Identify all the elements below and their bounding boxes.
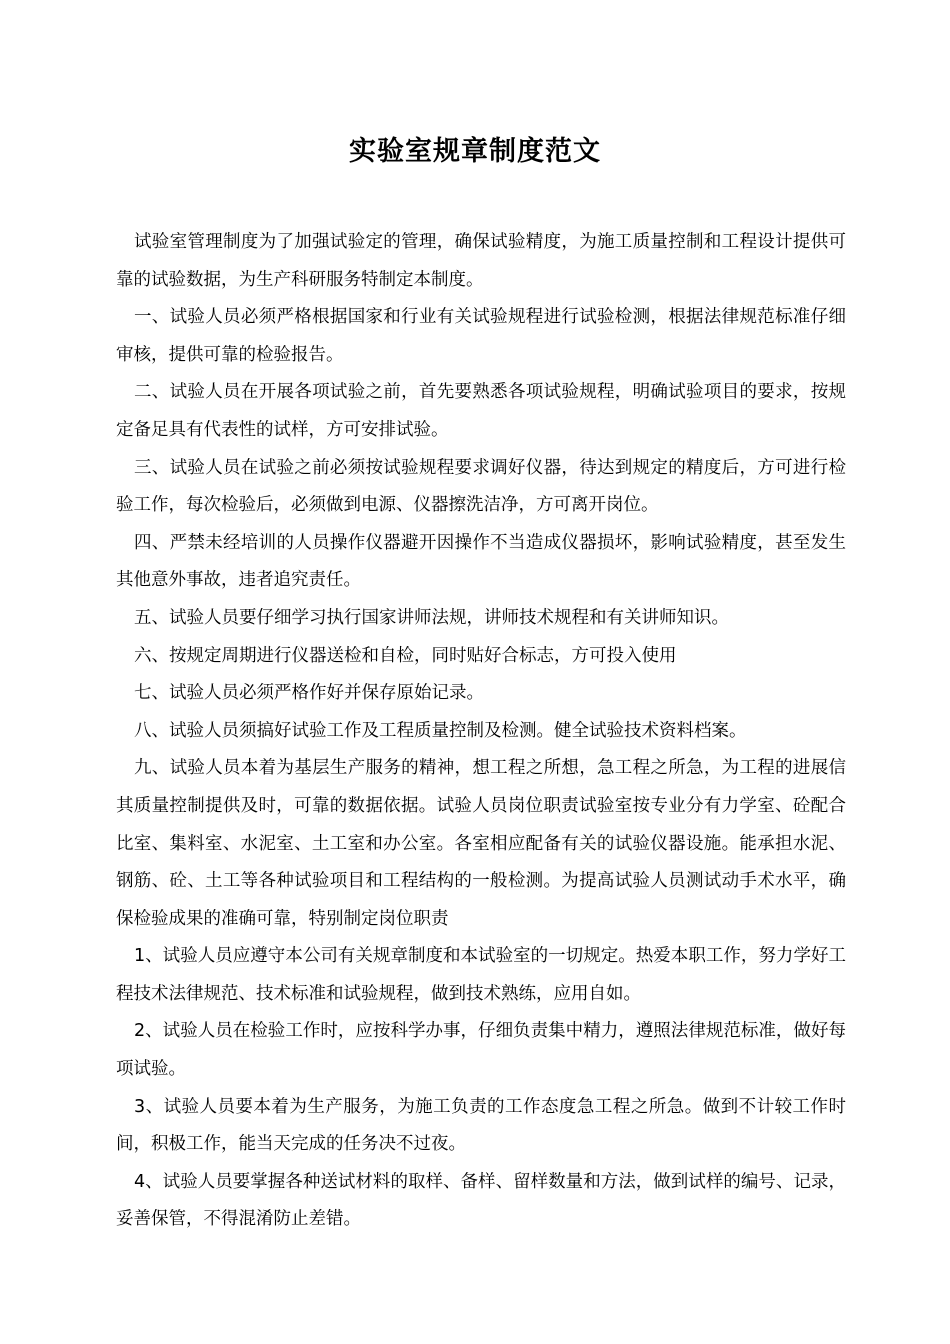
paragraph-rule-4: 四、严禁未经培训的人员操作仪器避开因操作不当造成仪器损坏，影响试验精度，甚至发生其他意外事故，违者追究责任。 — [116, 532, 846, 591]
paragraph-rule-2: 二、试验人员在开展各项试验之前，首先要熟悉各项试验规程，明确试验项目的要求，按规定备足具有代表性的试样，方可安排试验。 — [116, 382, 846, 440]
paragraph-duty-4: 4、试验人员要掌握各种送试材料的取样、备样、留样数量和方法，做到试样的编号、记录，妥善保管，不得混淆防止差错。 — [116, 1171, 846, 1230]
paragraph-rule-8: 八、试验人员须搞好试验工作及工程质量控制及检测。健全试验技术资料档案。 — [134, 720, 747, 741]
paragraph-rule-9: 九、试验人员本着为基层生产服务的精神，想工程之所想，急工程之所急，为工程的进展信其质量控制提供及时，可靠的数据依据。试验人员岗位职责试验室按专业分有力学室、砼配合比室、集料室、水泥室、土工室和办公室。各室相应配备有关的试验仪器设施。能承担水泥、钢筋、砼、土工等各种试验项目和工程结构的一般检测。为提高试验人员测试动手术水平，确保检验成果的准确可靠，特别制定岗位职责 — [116, 758, 846, 929]
paragraph-rule-3: 三、试验人员在试验之前必须按试验规程要求调好仪器，待达到规定的精度后，方可进行检验工作，每次检验后，必须做到电源、仪器擦洗洁净，方可离开岗位。 — [116, 457, 846, 516]
document-body — [116, 224, 846, 1239]
paragraph-intro: 试验室管理制度为了加强试验定的管理，确保试验精度，为施工质量控制和工程设计提供可靠的试验数据，为生产科研服务特制定本制度。 — [116, 232, 846, 290]
paragraph-rule-1: 一、试验人员必须严格根据国家和行业有关试验规程进行试验检测，根据法律规范标准仔细审核，提供可靠的检验报告。 — [116, 307, 846, 365]
paragraph-rule-6: 六、按规定周期进行仪器送检和自检，同时贴好合标志，方可投入使用 — [134, 645, 677, 666]
paragraph-rule-5: 五、试验人员要仔细学习执行国家讲师法规，讲师技术规程和有关讲师知识。 — [134, 607, 729, 628]
paragraph-duty-2: 2、试验人员在检验工作时，应按科学办事，仔细负责集中精力，遵照法律规范标准，做好每项试验。 — [116, 1021, 846, 1080]
document-title: 实验室规章制度范文 — [349, 136, 601, 167]
paragraph-rule-7: 七、试验人员必须严格作好并保存原始记录。 — [134, 683, 484, 704]
paragraph-duty-3: 3、试验人员要本着为生产服务，为施工负责的工作态度急工程之所急。做到不计较工作时间，积极工作，能当天完成的任务决不过夜。 — [116, 1096, 846, 1155]
paragraph-duty-1: 1、试验人员应遵守本公司有关规章制度和本试验室的一切规定。热爱本职工作，努力学好工程技术法律规范、技术标准和试验规程，做到技术熟练，应用自如。 — [116, 946, 846, 1004]
